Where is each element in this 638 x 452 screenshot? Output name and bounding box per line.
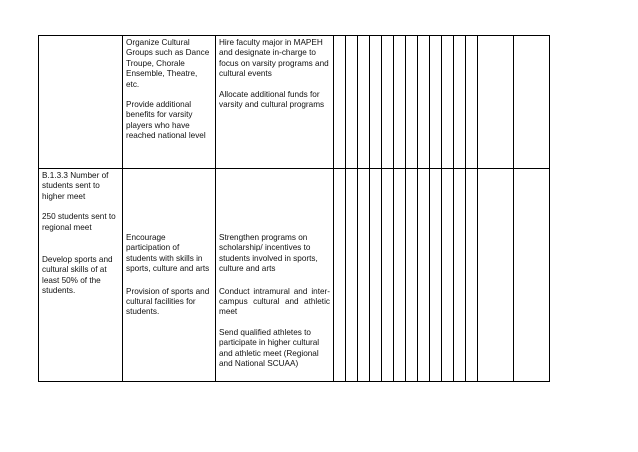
- empty-cell: [466, 169, 478, 382]
- activity-text: Strengthen programs on scholarship/ incentives to students involved in sports, culture and arts: [219, 233, 318, 274]
- strategy-cell: [123, 169, 216, 382]
- empty-cell: [454, 36, 466, 169]
- activity-cell: [216, 169, 334, 382]
- indicator-cell: [39, 169, 123, 382]
- empty-cell: [430, 36, 442, 169]
- strategy-text: Provision of sports and cultural facilities for students.: [126, 286, 210, 317]
- empty-cell: [394, 169, 406, 382]
- empty-cell: [418, 36, 430, 169]
- empty-cell: [478, 169, 514, 382]
- empty-cell: [358, 169, 370, 382]
- strategy-cell: [123, 36, 216, 169]
- empty-cell: [454, 169, 466, 382]
- empty-cell: [370, 36, 382, 169]
- empty-cell: [334, 36, 346, 169]
- objective-text: Develop sports and cultural skills of at least 50% of the students.: [42, 255, 113, 296]
- activity-cell: [216, 36, 334, 169]
- strategy-text: Encourage participation of students with skills in sports, culture and arts: [126, 233, 210, 274]
- empty-cell: [430, 169, 442, 382]
- empty-cell: [394, 36, 406, 169]
- empty-cell: [382, 169, 394, 382]
- empty-cell: [334, 169, 346, 382]
- plan-table: [38, 35, 550, 382]
- empty-cell: [514, 36, 550, 169]
- table-row: [39, 36, 550, 169]
- empty-cell: [418, 169, 430, 382]
- empty-cell: [346, 36, 358, 169]
- empty-cell: [346, 169, 358, 382]
- empty-cell: [442, 36, 454, 169]
- activity-text: Send qualified athletes to participate in higher cultural and athletic meet (Regional and National SCUAA): [219, 327, 320, 369]
- empty-cell: [466, 36, 478, 169]
- empty-cell: [442, 169, 454, 382]
- target-text: 250 students sent to regional meet: [42, 212, 116, 232]
- empty-cell: [514, 169, 550, 382]
- empty-cell: [406, 169, 418, 382]
- activity-text: Hire faculty major in MAPEH and designate in-charge to focus on varsity programs and cultural events: [219, 38, 329, 79]
- empty-cell: [358, 36, 370, 169]
- strategy-text: Provide additional benefits for varsity players who have reached national level: [126, 100, 206, 141]
- indicator-text: B.1.3.3 Number of students sent to higher meet: [42, 171, 109, 201]
- empty-cell: [478, 36, 514, 169]
- activity-text: Conduct intramural and inter-campus cultural and athletic meet: [219, 286, 330, 317]
- empty-cell: [370, 169, 382, 382]
- strategy-text: Organize Cultural Groups such as Dance Troupe, Chorale Ensemble, Theatre, etc.: [126, 38, 210, 89]
- indicator-cell: [39, 36, 123, 169]
- empty-cell: [406, 36, 418, 169]
- table-row: [39, 169, 550, 382]
- activity-text: Allocate additional funds for varsity and cultural programs: [219, 89, 325, 110]
- empty-cell: [382, 36, 394, 169]
